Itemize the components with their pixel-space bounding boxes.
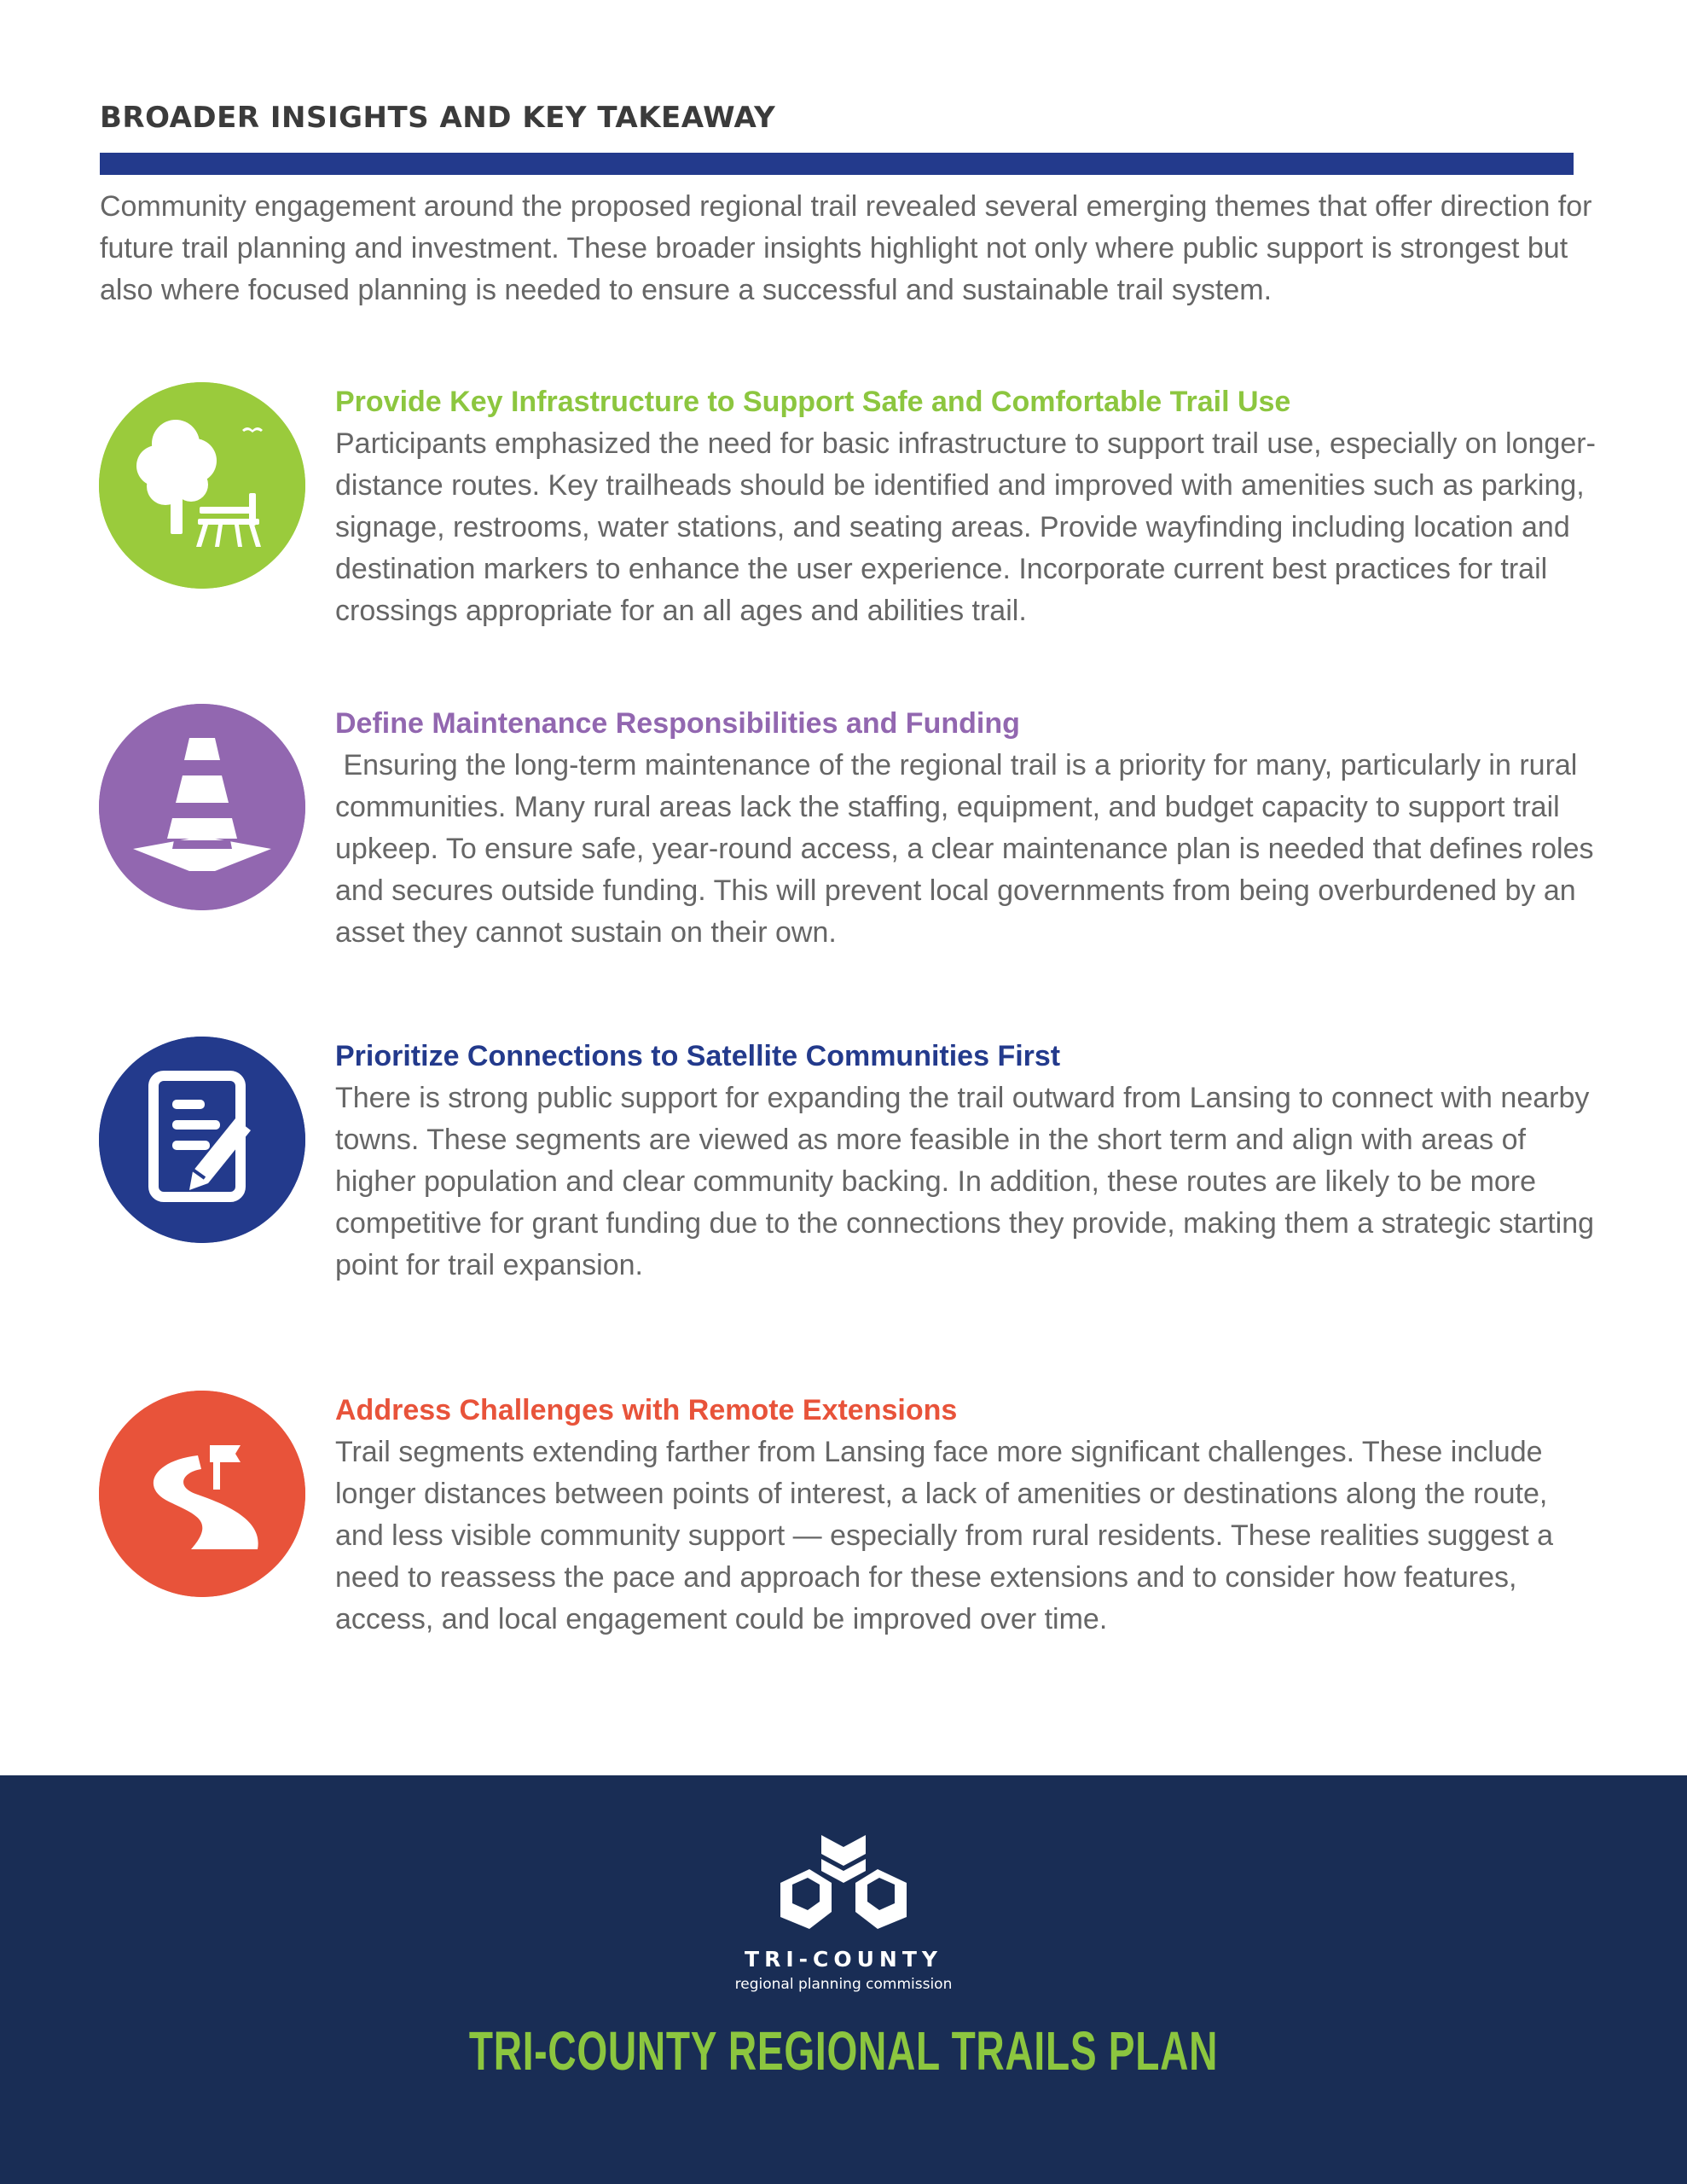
page-title: BROADER INSIGHTS AND KEY TAKEAWAY xyxy=(100,101,776,135)
section-heading: Provide Key Infrastructure to Support Safe and Comfortable Trail Use xyxy=(335,386,1291,418)
footer-band xyxy=(0,1775,1687,2184)
section-heading: Prioritize Connections to Satellite Communities First xyxy=(335,1040,1061,1072)
logo-subtitle: regional planning commission xyxy=(734,1976,953,1993)
tree-bench-icon xyxy=(99,382,305,589)
section-text xyxy=(335,1390,1597,1641)
intro-paragraph: Community engagement around the proposed regional trail revealed several emerging themes that offer direction for future trail planning and investment. These broader insights highlight not only where public support is strongest but also where focused planning is needed to ensure a successful and sustainable trail system. xyxy=(100,190,1592,306)
document-pencil-icon xyxy=(99,1037,305,1243)
traffic-cone-icon xyxy=(99,704,305,910)
winding-trail-icon xyxy=(99,1391,305,1597)
section-text xyxy=(335,703,1602,954)
section-body: Trail segments extending farther from Lansing face more significant challenges. These include longer distances between points of interest, a lack of amenities or destinations along the route, and less visible community support — especially from rural residents. These realities suggest a need to reassess the pace and approach for these extensions and to consider how features, access, and local engagement could be improved over time. xyxy=(335,1436,1562,1635)
logo-name: TRI-COUNTY xyxy=(745,1947,942,1972)
section-text xyxy=(335,381,1597,632)
section-heading: Address Challenges with Remote Extensions xyxy=(335,1394,958,1426)
section-body: There is strong public support for expanding the trail outward from Lansing to connect with nearby towns. These segments are viewed as more feasible in the short term and align with areas of higher population and clear community backing. In addition, these routes are likely to be more competitive for grant funding due to the connections they provide, making them a strategic starting point for trail expansion. xyxy=(335,1082,1603,1281)
section-body: Ensuring the long-term maintenance of the regional trail is a priority for many, particularly in rural communities. Many rural areas lack the staffing, equipment, and budget capacity to support trail upkeep. To ensure safe, year-round access, a clear maintenance plan is needed that defines roles and secures outside funding. This will prevent local governments from being overburdened by an asset they cannot sustain on their own. xyxy=(335,749,1602,949)
section-heading: Define Maintenance Responsibilities and Funding xyxy=(335,707,1020,740)
tri-county-logo-icon xyxy=(777,1830,910,1937)
plan-title: TRI-COUNTY REGIONAL TRAILS PLAN xyxy=(468,2020,1219,2082)
title-rule xyxy=(100,153,1574,175)
section-body: Participants emphasized the need for basic infrastructure to support trail use, especially on longer-distance routes. Key trailheads should be identified and improved with amenities such as parking, signage, restrooms, water stations, and seating areas. Provide wayfinding including location and destination markers to enhance the user experience. Incorporate current best practices for trail crossings appropriate for an all ages and abilities trail. xyxy=(335,427,1596,627)
section-text xyxy=(335,1036,1603,1287)
